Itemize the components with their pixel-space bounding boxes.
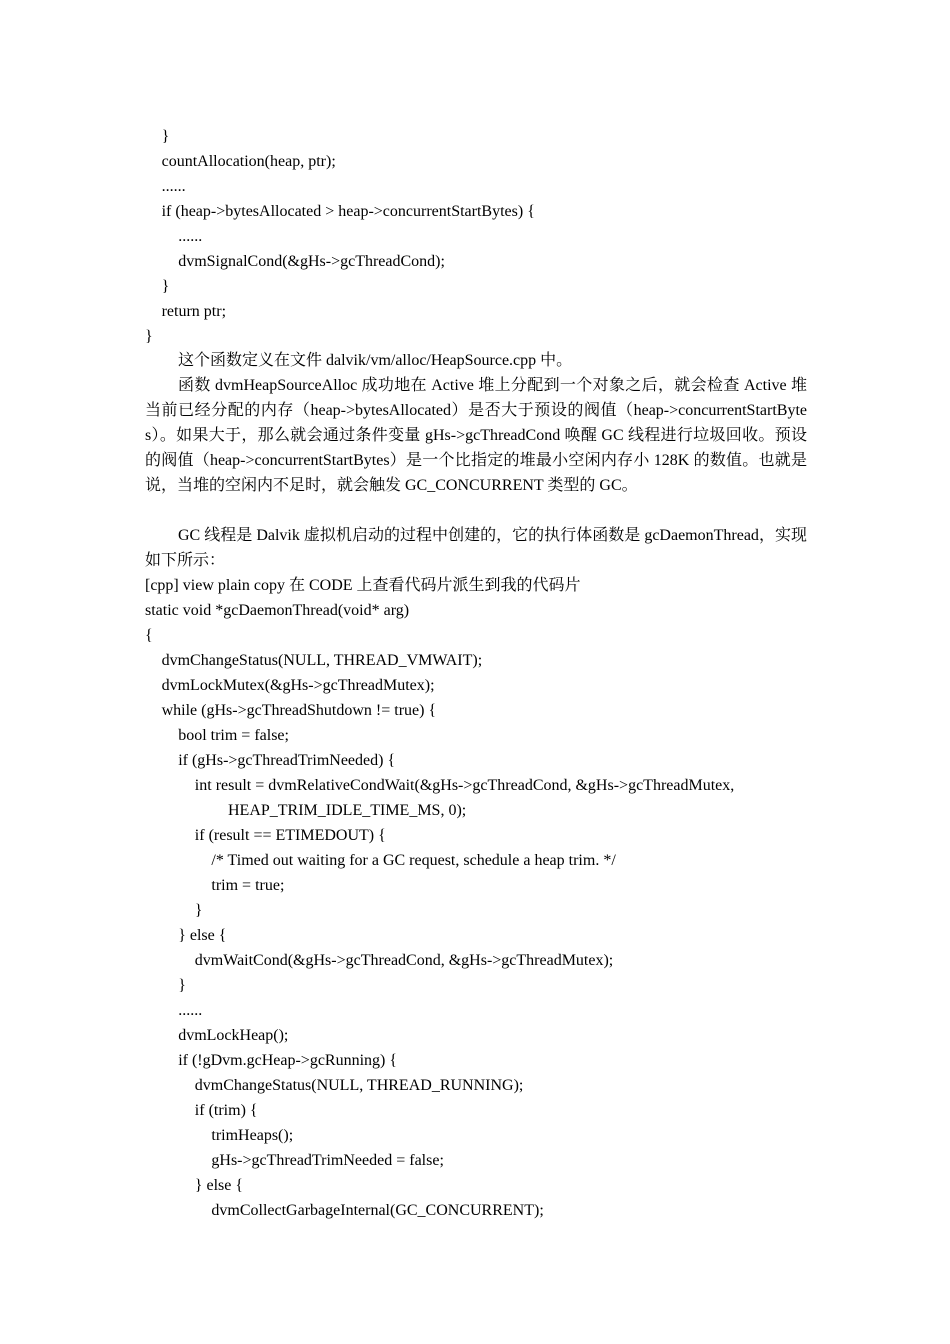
code-line: /* Timed out waiting for a GC request, schedule a heap trim. */ bbox=[211, 852, 616, 869]
code-line: trimHeaps(); bbox=[211, 1127, 294, 1144]
code-line: { bbox=[145, 627, 153, 644]
copy-link[interactable]: copy bbox=[253, 577, 285, 594]
paragraph-gc-trigger-explanation: 函数 dvmHeapSourceAlloc 成功地在 Active 堆上分配到一个对象之后，就会检查 Active 堆当前已经分配的内存（heap->bytesAllocated）是否大于预设的阀值（heap->concurrentStartBytes）。如果大于，那么就会通过条件变量 gHs->gcThreadCond 唤醒 GC 线程进行垃圾回收。预设的阀值（heap->concurrentStartBytes）是一个比指定的堆最小空闲内存小 128K 的数值。也就是说，当堆的空闲内不足时，就会触发 GC_CONCURRENT 类型的 GC。 bbox=[145, 377, 807, 494]
view-on-code-link[interactable]: 在 CODE 上查看代码片 bbox=[288, 577, 453, 594]
code-line: dvmChangeStatus(NULL, THREAD_RUNNING); bbox=[194, 1077, 524, 1094]
code-line: while (gHs->gcThreadShutdown != true) { bbox=[161, 702, 437, 719]
code-line: int result = dvmRelativeCondWait(&gHs->gcThreadCond, &gHs->gcThreadMutex, bbox=[194, 777, 735, 794]
code-line: if (heap->bytesAllocated > heap->concurrentStartBytes) { bbox=[161, 203, 535, 220]
derive-code-link[interactable]: 派生到我的代码片 bbox=[452, 577, 581, 594]
code-line: if (gHs->gcThreadTrimNeeded) { bbox=[178, 752, 396, 769]
code-line: } bbox=[178, 977, 186, 994]
paragraph-gc-thread-intro: GC 线程是 Dalvik 虚拟机启动的过程中创建的，它的执行体函数是 gcDaemonThread，实现如下所示： bbox=[145, 527, 807, 569]
code-line: } bbox=[161, 128, 170, 145]
code-line: HEAP_TRIM_IDLE_TIME_MS, 0); bbox=[228, 802, 467, 819]
code-line: if (result == ETIMEDOUT) { bbox=[194, 827, 386, 844]
code-line: countAllocation(heap, ptr); bbox=[161, 153, 336, 170]
code-line: static void *gcDaemonThread(void* arg) bbox=[145, 602, 410, 619]
code-line: if (trim) { bbox=[194, 1102, 258, 1119]
code-toolbar bbox=[145, 573, 807, 598]
code-line: } bbox=[194, 902, 203, 919]
code-line: dvmWaitCond(&gHs->gcThreadCond, &gHs->gcThreadMutex); bbox=[194, 952, 614, 969]
code-line: ...... bbox=[178, 228, 203, 245]
code-line: } bbox=[145, 328, 153, 345]
code-line: if (!gDvm.gcHeap->gcRunning) { bbox=[178, 1052, 398, 1069]
code-line: ...... bbox=[178, 1002, 203, 1019]
paragraph-file-location: 这个函数定义在文件 dalvik/vm/alloc/HeapSource.cpp 中。 bbox=[178, 352, 573, 369]
code-line: return ptr; bbox=[161, 303, 227, 320]
code-line: dvmLockHeap(); bbox=[178, 1027, 289, 1044]
code-line: } bbox=[161, 278, 170, 295]
view-plain-link[interactable]: view plain bbox=[182, 577, 250, 594]
code-line: bool trim = false; bbox=[178, 727, 289, 744]
code-line: ...... bbox=[161, 178, 186, 195]
code-line: } else { bbox=[178, 927, 227, 944]
code-line: gHs->gcThreadTrimNeeded = false; bbox=[211, 1152, 444, 1169]
code-line: trim = true; bbox=[211, 877, 285, 894]
code-line: dvmSignalCond(&gHs->gcThreadCond); bbox=[178, 253, 445, 270]
code-line: dvmLockMutex(&gHs->gcThreadMutex); bbox=[161, 677, 435, 694]
code-lang-label: [cpp] bbox=[145, 577, 179, 594]
code-line: } else { bbox=[194, 1177, 244, 1194]
code-line: dvmChangeStatus(NULL, THREAD_VMWAIT); bbox=[161, 652, 483, 669]
code-line: dvmCollectGarbageInternal(GC_CONCURRENT); bbox=[211, 1202, 544, 1219]
